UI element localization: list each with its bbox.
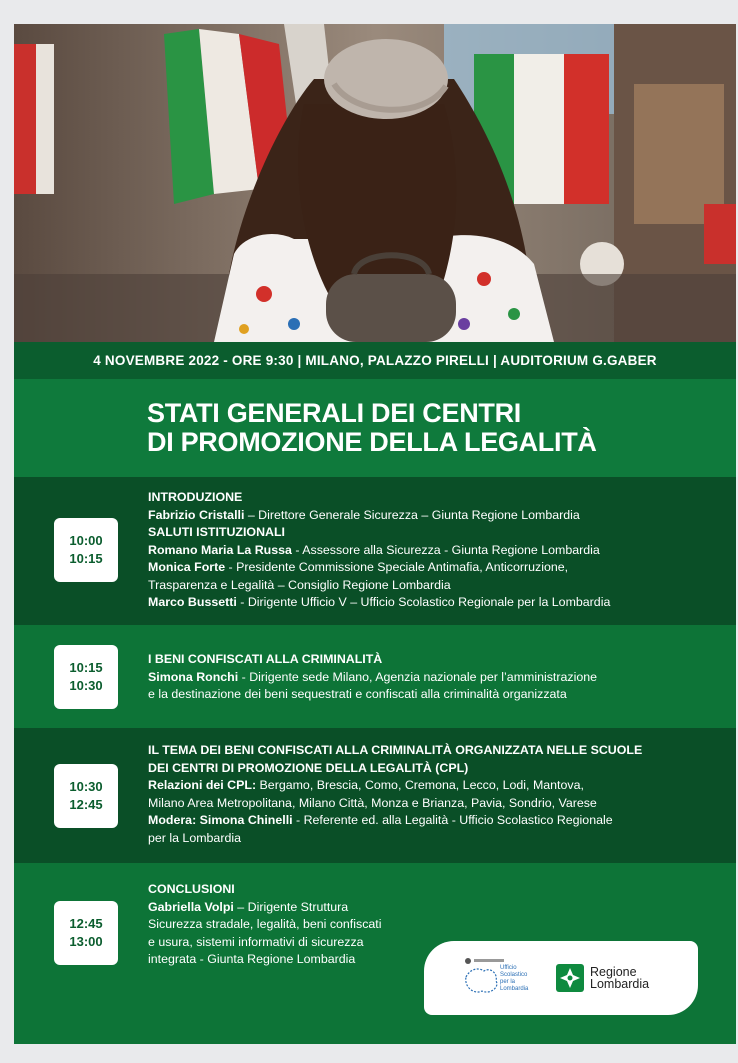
speaker-name: Romano Maria La Russa	[148, 542, 292, 557]
event-info-bar: 4 NOVEMBRE 2022 - ORE 9:30 | MILANO, PALAZZO PIRELLI | AUDITORIUM G.GABER	[14, 342, 736, 379]
speaker-line-continued: integrata - Giunta Regione Lombardia	[148, 952, 356, 966]
session-heading: I BENI CONFISCATI ALLA CRIMINALITÀ	[148, 652, 383, 666]
speaker-name: Modera: Simona Chinelli	[148, 813, 293, 827]
time-end: 10:15	[69, 551, 103, 566]
speaker-role: - Dirigente sede Milano, Agenzia nazionale per l’amministrazione	[238, 669, 598, 684]
speaker-line-continued: Milano Area Metropolitana, Milano Città, Monza e Brianza, Pavia, Sondrio, Varese	[148, 795, 597, 810]
speaker-line-continued: Trasparenza e Legalità – Consiglio Regione Lombardia	[148, 577, 451, 592]
speaker-role: - Referente ed. alla Legalità - Ufficio Scolastico Regionale	[292, 813, 613, 827]
speaker-line-continued: e la destinazione dei beni sequestrati e confiscati alla criminalità organizzata	[148, 687, 567, 701]
time-end: 13:00	[69, 934, 103, 949]
speaker-name: Marco Bussetti	[148, 595, 237, 609]
speaker-line	[148, 777, 708, 795]
time-end: 10:30	[69, 678, 103, 693]
time-start: 10:30	[69, 779, 103, 794]
speaker-role: – Direttore Generale Sicurezza – Giunta Regione Lombardia	[244, 507, 580, 522]
sponsor-logos	[424, 941, 698, 1015]
speaker-role: - Assessore alla Sicurezza - Giunta Regione Lombardia	[291, 542, 600, 557]
speaker-line	[148, 559, 708, 577]
speaker-name: Relazioni dei CPL:	[148, 778, 257, 792]
speaker-line	[148, 542, 708, 560]
session-heading: DEI CENTRI DI PROMOZIONE DELLA LEGALITÀ (CPL)	[148, 760, 469, 775]
speaker-line	[148, 899, 708, 917]
time-end: 12:45	[69, 797, 103, 812]
title-band	[14, 379, 736, 477]
speaker-name: Simona Ronchi	[148, 669, 239, 684]
session-content	[148, 742, 708, 847]
speaker-name: Fabrizio Cristalli	[148, 507, 245, 522]
speaker-role: Bergamo, Brescia, Como, Cremona, Lecco, Lodi, Mantova,	[256, 778, 584, 792]
time-start: 10:15	[69, 660, 103, 675]
usr-lombardia-logo	[460, 955, 570, 999]
rl-line-2: Lombardia	[590, 977, 650, 991]
event-title-line-1: STATI GENERALI DEI CENTRI	[147, 398, 522, 428]
time-box	[54, 645, 118, 709]
time-start: 10:00	[69, 533, 103, 548]
event-title-line-2: DI PROMOZIONE DELLA LEGALITÀ	[147, 427, 597, 457]
session-heading: IL TEMA DEI BENI CONFISCATI ALLA CRIMINALITÀ ORGANIZZATA NELLE SCUOLE	[148, 743, 643, 757]
regione-lombardia-logo	[556, 961, 686, 995]
session-heading: SALUTI ISTITUZIONALI	[148, 525, 285, 539]
session-1	[14, 477, 736, 625]
event-title	[147, 399, 597, 457]
session-content	[148, 651, 708, 704]
time-start: 12:45	[69, 916, 103, 931]
session-heading: INTRODUZIONE	[148, 490, 243, 504]
speaker-line-continued: Sicurezza stradale, legalità, beni confiscati	[148, 917, 382, 931]
speaker-line	[148, 669, 708, 687]
speaker-role: - Presidente Commissione Speciale Antimafia, Anticorruzione,	[225, 560, 569, 574]
speaker-line	[148, 507, 708, 525]
regione-lombardia-text	[590, 966, 649, 990]
speaker-line-continued: e usura, sistemi informativi di sicurezza	[148, 934, 364, 949]
street-flags-illustration	[14, 24, 736, 342]
speaker-role: - Dirigente Ufficio V – Ufficio Scolastico Regionale per la Lombardia	[236, 595, 611, 609]
speaker-name: Monica Forte	[148, 560, 226, 574]
hero-photo	[14, 24, 736, 342]
speaker-line	[148, 812, 708, 830]
usr-logo-text: Ufficio Scolastico per la Lombardia	[500, 965, 529, 992]
session-2	[14, 625, 736, 728]
session-content	[148, 489, 708, 612]
session-heading: CONCLUSIONI	[148, 882, 235, 896]
event-poster	[14, 24, 736, 1044]
time-box	[54, 518, 118, 582]
session-3	[14, 728, 736, 863]
speaker-name: Gabriella Volpi	[148, 899, 234, 914]
time-box	[54, 901, 118, 965]
speaker-role: – Dirigente Struttura	[233, 899, 349, 914]
regione-lombardia-mark-icon	[556, 964, 584, 992]
speaker-line	[148, 594, 708, 612]
speaker-line-continued: per la Lombardia	[148, 830, 241, 845]
time-box	[54, 764, 118, 828]
rl-line-1: Regione	[590, 965, 637, 979]
